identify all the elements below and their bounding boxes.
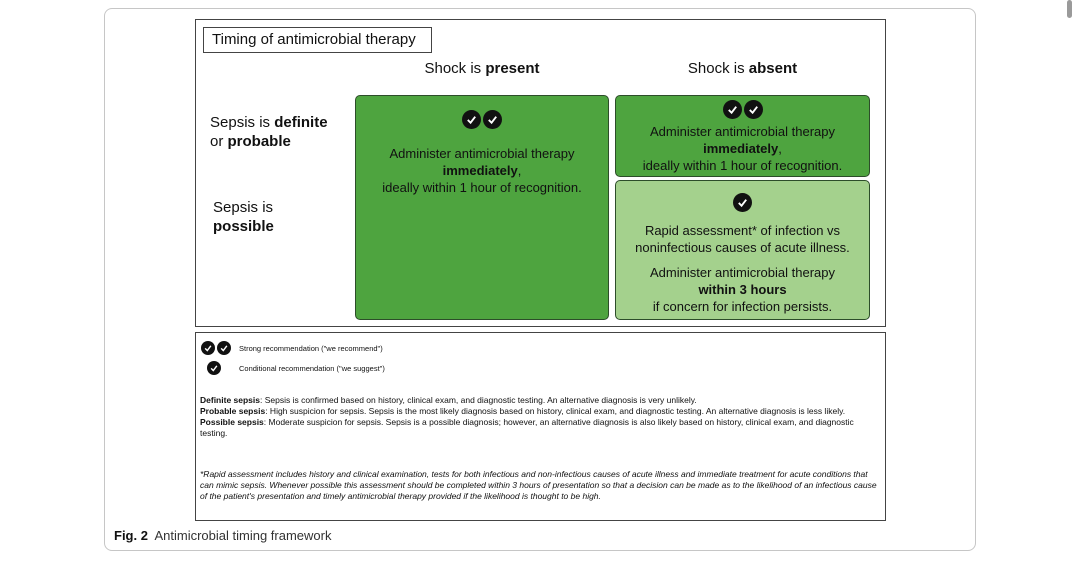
check-icon	[733, 193, 752, 212]
check-icon	[207, 361, 221, 375]
strong-recommendation-badge	[616, 100, 869, 119]
check-icon	[217, 341, 231, 355]
legend-strong-text: Strong recommendation ("we recommend")	[239, 344, 383, 353]
shock-present-recommendation: Administer antimicrobial therapy immediately, ideally within 1 hour of recognition.	[355, 95, 609, 320]
legend-conditional-text: Conditional recommendation ("we suggest")	[239, 364, 385, 373]
shock-absent-possible-recommendation: Rapid assessment* of infection vs noninfectious causes of acute illness. Administer antimicrobial therapy within 3 hours if concern for infection persists.	[615, 180, 870, 320]
shock-absent-probable-recommendation: Administer antimicrobial therapy immediately, ideally within 1 hour of recognition.	[615, 95, 870, 177]
check-icon	[744, 100, 763, 119]
rapid-assessment-note: *Rapid assessment includes history and clinical examination, tests for both infectious and non-infectious causes of acute illness and immediate treatment for acute conditions that can mimic sepsis. Whenever possible this assessment should be completed within 3 hours of presentation so that a decision can be made as to the likelihood of an infectious cause of the patient's presentation and timely antimicrobial therapy provided if the likelihood is thought to be high.	[200, 469, 877, 501]
check-icon	[723, 100, 742, 119]
figure-caption: Fig. 2 Antimicrobial timing framework	[114, 528, 332, 543]
strong-recommendation-badge	[356, 110, 608, 129]
conditional-recommendation-badge	[616, 193, 869, 212]
legend-strong-icons	[201, 341, 231, 355]
column-header-shock-present: Shock is present	[424, 60, 540, 77]
scrollbar[interactable]	[1067, 0, 1072, 18]
check-icon	[201, 341, 215, 355]
check-icon	[462, 110, 481, 129]
check-icon	[483, 110, 502, 129]
row-label-possible: Sepsis is possible	[213, 199, 274, 235]
diagram-title: Timing of antimicrobial therapy	[203, 27, 432, 53]
row-label-definite-probable: Sepsis is definite or probable	[210, 114, 328, 150]
legend-conditional-icon	[207, 361, 221, 375]
sepsis-definitions: Definite sepsis: Sepsis is confirmed based on history, clinical exam, and diagnostic testing. An alternative diagnosis is very unlikely. Probable sepsis: High suspicion for sepsis. Sepsis is the most likely diagnosis based on history, clinical exam, and diagnostic testing. An alternative diagnosis is less likely. Possible sepsis: Moderate suspicion for sepsis. Sepsis is a possible diagnosis; however, an alternative diagnosis is also likely based on history, clinical exam, and diagnostic testing.	[200, 395, 854, 438]
column-header-shock-absent: Shock is absent	[687, 60, 798, 77]
